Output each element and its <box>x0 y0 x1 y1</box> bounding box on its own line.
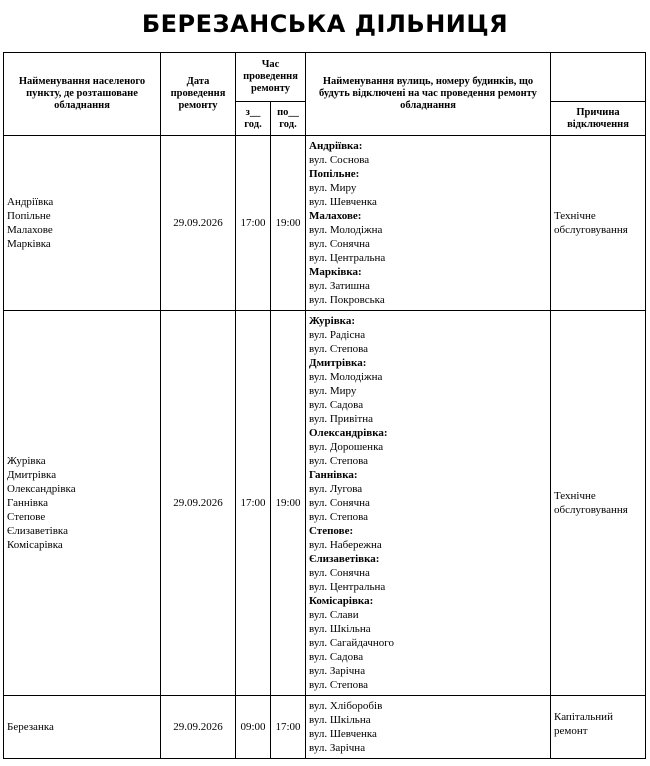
reason-cell: Технічне обслуговування <box>551 136 646 311</box>
street-name: вул. Лугова <box>309 483 363 495</box>
street-name: вул. Привітна <box>309 413 373 425</box>
street-name: вул. Сонячна <box>309 238 370 250</box>
street-name: вул. Центральна <box>309 581 386 593</box>
reason-cell: Технічне обслуговування <box>551 311 646 696</box>
time-from-cell: 17:00 <box>236 136 271 311</box>
village-label: Олександрівка: <box>309 427 388 439</box>
settlement-name: Марківка <box>7 238 51 250</box>
street-name: вул. Слави <box>309 609 359 621</box>
street-name: вул. Степова <box>309 679 369 691</box>
table-row <box>4 696 646 759</box>
settlement-name: Попільне <box>7 210 51 222</box>
settlement-name: Журівка <box>7 455 46 467</box>
village-label: Малахове: <box>309 210 362 222</box>
reason-cell: Капітальний ремонт <box>551 696 646 759</box>
street-name: вул. Соснова <box>309 154 370 166</box>
street-name: вул. Радісна <box>309 329 366 341</box>
village-label: Дмитрівка: <box>309 357 367 369</box>
street-name: вул. Хліборобів <box>309 700 383 712</box>
street-name: вул. Сонячна <box>309 567 370 579</box>
settlement-name: Єлизаветівка <box>7 525 68 537</box>
table-row <box>4 311 646 696</box>
village-label: Комісарівка: <box>309 595 374 607</box>
street-name: вул. Сонячна <box>309 497 370 509</box>
header-reason-top <box>551 53 646 102</box>
street-name: вул. Зарічна <box>309 742 366 754</box>
time-from-cell: 17:00 <box>236 311 271 696</box>
settlement-name: Малахове <box>7 224 53 236</box>
streets-cell <box>306 136 551 311</box>
settlement-name: Степове <box>7 511 46 523</box>
time-to-cell: 19:00 <box>271 136 306 311</box>
street-name: вул. Садова <box>309 399 364 411</box>
street-name: вул. Степова <box>309 455 369 467</box>
street-name: вул. Молодіжна <box>309 371 383 383</box>
settlement-name: Ганнівка <box>7 497 49 509</box>
street-name: вул. Молодіжна <box>309 224 383 236</box>
header-to: по__ год. <box>271 102 306 136</box>
header-from: з__ год. <box>236 102 271 136</box>
village-label: Степове: <box>309 525 354 537</box>
settlements-cell <box>4 311 161 696</box>
outage-schedule-table <box>3 52 646 759</box>
date-cell: 29.09.2026 <box>161 696 236 759</box>
settlement-name: Березанка <box>7 721 54 733</box>
settlements-cell <box>4 696 161 759</box>
street-name: вул. Зарічна <box>309 665 366 677</box>
street-name: вул. Степова <box>309 511 369 523</box>
header-time: Час проведення ремонту <box>236 53 306 102</box>
settlements-cell <box>4 136 161 311</box>
header-date: Дата проведення ремонту <box>161 53 236 136</box>
street-name: вул. Шевченка <box>309 728 377 740</box>
date-cell: 29.09.2026 <box>161 311 236 696</box>
street-name: вул. Степова <box>309 343 369 355</box>
table-row <box>4 136 646 311</box>
page-title: БЕРЕЗАНСЬКА ДІЛЬНИЦЯ <box>141 10 509 38</box>
village-label: Андріївка: <box>309 140 363 152</box>
village-label: Журівка: <box>309 315 355 327</box>
street-name: вул. Миру <box>309 182 357 194</box>
header-reason: Причина відключення <box>551 102 646 136</box>
street-name: вул. Шкільна <box>309 714 371 726</box>
street-name: вул. Миру <box>309 385 357 397</box>
street-name: вул. Затишна <box>309 280 370 292</box>
street-name: вул. Набережна <box>309 539 382 551</box>
street-name: вул. Садова <box>309 651 364 663</box>
header-settlement: Найменування населеного пункту, де розташоване обладнання <box>4 53 161 136</box>
time-to-cell: 17:00 <box>271 696 306 759</box>
date-cell: 29.09.2026 <box>161 136 236 311</box>
village-label: Попільне: <box>309 168 360 180</box>
street-name: вул. Шевченка <box>309 196 377 208</box>
time-from-cell: 09:00 <box>236 696 271 759</box>
streets-cell <box>306 311 551 696</box>
street-name: вул. Сагайдачного <box>309 637 395 649</box>
settlement-name: Олександрівка <box>7 483 76 495</box>
header-streets: Найменування вулиць, номеру будинків, що будуть відключені на час проведення ремонту обладнання <box>306 53 551 136</box>
settlement-name: Андріївка <box>7 196 54 208</box>
time-to-cell: 19:00 <box>271 311 306 696</box>
street-name: вул. Центральна <box>309 252 386 264</box>
street-name: вул. Шкільна <box>309 623 371 635</box>
street-name: вул. Дорошенка <box>309 441 384 453</box>
street-name: вул. Покровська <box>309 294 385 306</box>
village-label: Ганнівка: <box>309 469 358 481</box>
settlement-name: Комісарівка <box>7 539 63 551</box>
village-label: Марківка: <box>309 266 362 278</box>
streets-cell <box>306 696 551 759</box>
village-label: Єлизаветівка: <box>309 553 380 565</box>
settlement-name: Дмитрівка <box>7 469 57 481</box>
